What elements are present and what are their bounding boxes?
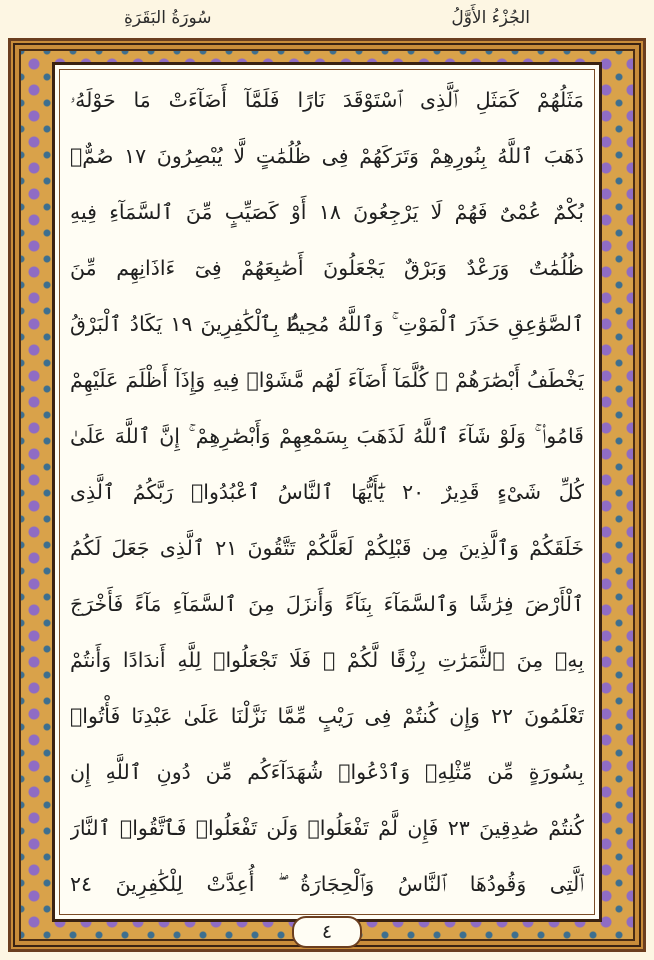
text-line: يَخْطَفُ أَبْصَٰرَهُمْ ۖ كُلَّمَآ أَضَآءَ لَهُم مَّشَوْا۟ فِيهِ وَإِذَآ أَظْلَمَ عَلَيْهِمْ: [70, 368, 584, 392]
text-line: بِسُورَةٍ مِّن مِّثْلِهِۦ وَٱدْعُوا۟ شُهَدَآءَكُم مِّن دُونِ ٱللَّهِ إِن: [70, 760, 584, 784]
juz-label: الجُزْءُ الأَوَّلُ: [451, 8, 530, 28]
page-header: [96, 0, 558, 36]
text-line: خَلَقَكُمْ وَٱلَّذِينَ مِن قَبْلِكُمْ لَعَلَّكُمْ تَتَّقُونَ ٢١ ٱلَّذِى جَعَلَ لَكُمُ: [70, 536, 584, 560]
text-line: مَثَلُهُمْ كَمَثَلِ ٱلَّذِى ٱسْتَوْقَدَ نَارًا فَلَمَّآ أَضَآءَتْ مَا حَوْلَهُۥ: [70, 88, 584, 112]
text-line: ٱلَّتِى وَقُودُهَا ٱلنَّاسُ وَٱلْحِجَارَةُ ۖ أُعِدَّتْ لِلْكَٰفِرِينَ ٢٤: [70, 872, 584, 896]
quran-text: [70, 72, 584, 912]
text-line: بِهِۦ مِنَ ٱلثَّمَرَٰتِ رِزْقًا لَّكُمْ ۖ فَلَا تَجْعَلُوا۟ لِلَّهِ أَندَادًا وَأَنتُمْ: [70, 648, 584, 672]
text-line: ٱلصَّوَٰعِقِ حَذَرَ ٱلْمَوْتِ ۚ وَٱللَّهُ مُحِيطٌۢ بِٱلْكَٰفِرِينَ ١٩ يَكَادُ ٱلْبَرْقُ: [70, 312, 584, 336]
text-line: ٱلْأَرْضَ فِرَٰشًا وَٱلسَّمَآءَ بِنَآءً وَأَنزَلَ مِنَ ٱلسَّمَآءِ مَآءً فَأَخْرَجَ: [70, 592, 584, 616]
text-line: كُنتُمْ صَٰدِقِينَ ٢٣ فَإِن لَّمْ تَفْعَلُوا۟ وَلَن تَفْعَلُوا۟ فَٱتَّقُوا۟ ٱلنَّارَ: [70, 816, 584, 840]
page-number: ٤: [292, 916, 362, 948]
text-line: ذَهَبَ ٱللَّهُ بِنُورِهِمْ وَتَرَكَهُمْ فِى ظُلُمَٰتٍ لَّا يُبْصِرُونَ ١٧ صُمٌّۢ: [70, 144, 584, 168]
text-line: تَعْلَمُونَ ٢٢ وَإِن كُنتُمْ فِى رَيْبٍ مِّمَّا نَزَّلْنَا عَلَىٰ عَبْدِنَا فَأْتُوا۟: [70, 704, 584, 728]
text-line: كُلِّ شَىْءٍ قَدِيرٌ ٢٠ يَٰٓأَيُّهَا ٱلنَّاسُ ٱعْبُدُوا۟ رَبَّكُمُ ٱلَّذِى: [70, 480, 584, 504]
surah-name-label: سُورَةُ البَقَرَةِ: [124, 8, 212, 28]
text-line: قَامُوا۟ ۚ وَلَوْ شَآءَ ٱللَّهُ لَذَهَبَ بِسَمْعِهِمْ وَأَبْصَٰرِهِمْ ۚ إِنَّ ٱللَّهَ عَلَىٰ: [70, 424, 584, 448]
text-line: ظُلُمَٰتٌ وَرَعْدٌ وَبَرْقٌ يَجْعَلُونَ أَصَٰبِعَهُمْ فِىٓ ءَاذَانِهِم مِّنَ: [70, 256, 584, 280]
text-line: بُكْمٌ عُمْىٌ فَهُمْ لَا يَرْجِعُونَ ١٨ أَوْ كَصَيِّبٍ مِّنَ ٱلسَّمَآءِ فِيهِ: [70, 200, 584, 224]
